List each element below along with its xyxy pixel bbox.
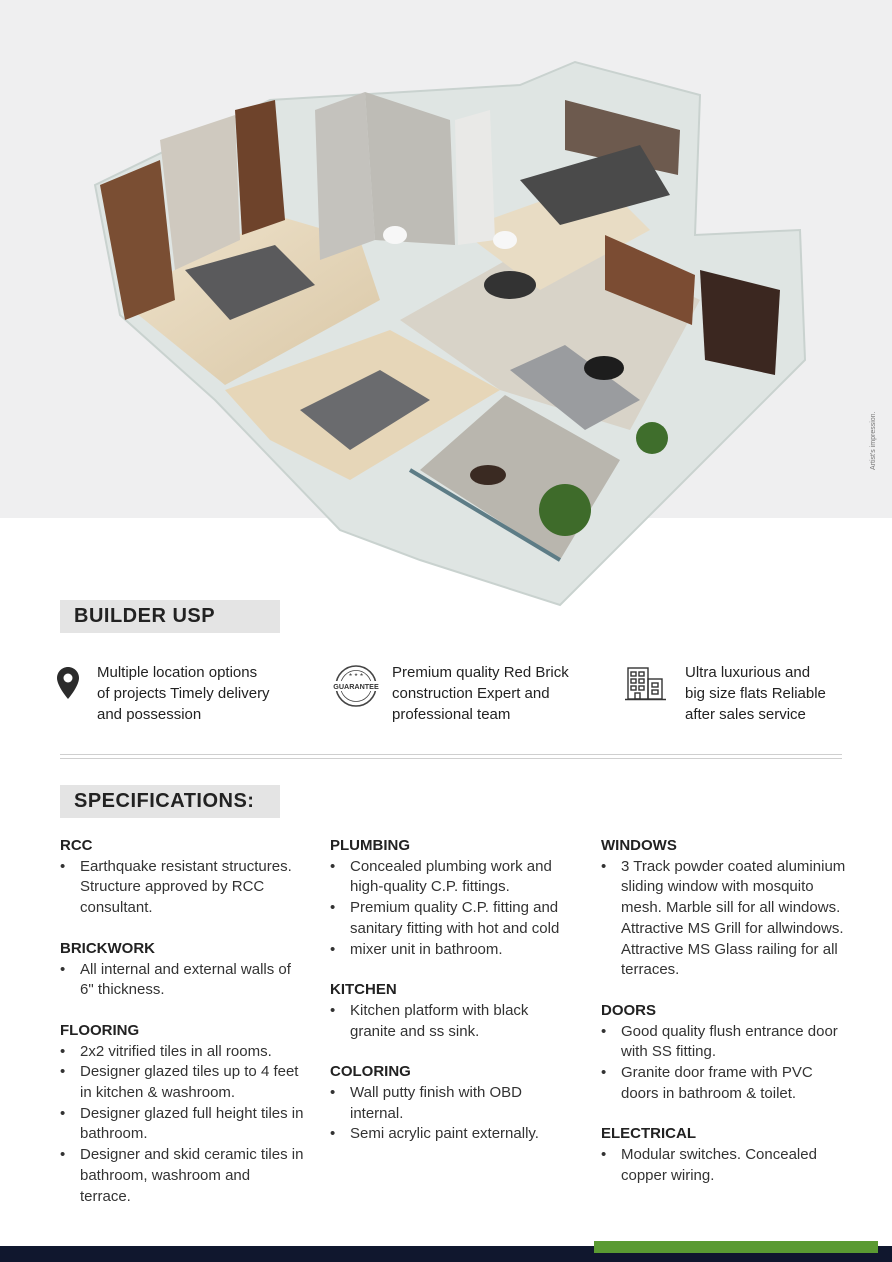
guarantee-badge-text: GUARANTEE	[333, 682, 379, 692]
spec-item: • Semi acrylic paint externally.	[330, 1124, 575, 1145]
usp-text-line: big size flats Reliable	[685, 685, 826, 702]
spec-list-coloring	[330, 1083, 575, 1145]
spec-list-flooring	[60, 1042, 305, 1208]
spec-title-electrical: ELECTRICAL	[601, 1125, 696, 1143]
usp-text-line: of projects Timely delivery	[97, 685, 270, 702]
spec-item: • Kitchen platform with black granite and ss sink.	[330, 1001, 575, 1042]
usp-text-line: construction Expert and	[392, 685, 550, 702]
usp-item-luxury	[685, 662, 826, 725]
svg-text:★ ★ ★: ★ ★ ★	[348, 673, 364, 678]
spec-list-brickwork	[60, 960, 305, 1001]
spec-title-windows: WINDOWS	[601, 837, 677, 854]
spec-column-2	[330, 836, 575, 1165]
usp-text-line: Premium quality Red Brick	[392, 664, 569, 681]
location-pin-icon	[56, 666, 80, 700]
spec-title-rcc: RCC	[60, 837, 93, 854]
spec-list-kitchen	[330, 1001, 575, 1042]
spec-title-coloring: COLORING	[330, 1063, 411, 1081]
spec-item: • All internal and external walls of 6" thickness.	[60, 960, 305, 1001]
usp-text-line: after sales service	[685, 706, 806, 723]
section-divider	[60, 758, 842, 759]
usp-item-location	[97, 662, 270, 725]
spec-item: • 2x2 vitrified tiles in all rooms.	[60, 1042, 305, 1063]
spec-item: • Premium quality C.P. fitting and sanitary fitting with hot and cold	[330, 898, 575, 939]
spec-item: • Wall putty finish with OBD internal.	[330, 1083, 575, 1124]
spec-column-3	[601, 836, 846, 1207]
spec-list-windows	[601, 857, 846, 981]
building-icon	[625, 666, 667, 702]
spec-item: • Earthquake resistant structures. Structure approved by RCC consultant.	[60, 857, 305, 919]
spec-title-doors: DOORS	[601, 1001, 657, 1019]
spec-item: • Designer and skid ceramic tiles in bathroom, washroom and terrace.	[60, 1145, 305, 1207]
footer-accent-bar	[594, 1241, 878, 1253]
spec-title-plumbing: PLUMBING	[330, 837, 410, 854]
spec-list-electrical	[601, 1145, 846, 1186]
spec-item: • Designer glazed tiles up to 4 feet in kitchen & washroom.	[60, 1062, 305, 1103]
spec-item: • Designer glazed full height tiles in bathroom.	[60, 1104, 305, 1145]
artist-impression-note: Artist's impression.	[870, 411, 877, 470]
specifications-title: SPECIFICATIONS:	[60, 785, 280, 818]
spec-item: • Granite door frame with PVC doors in bathroom & toilet.	[601, 1063, 846, 1104]
spec-item: • Good quality flush entrance door with SS fitting.	[601, 1022, 846, 1063]
spec-item: • Modular switches. Concealed copper wiring.	[601, 1145, 846, 1186]
spec-list-doors	[601, 1022, 846, 1105]
spec-title-kitchen: KITCHEN	[330, 981, 397, 999]
spec-column-1	[60, 836, 305, 1227]
usp-text-line: Ultra luxurious and	[685, 664, 811, 681]
floor-plan-illustration	[0, 0, 892, 620]
spec-item: • 3 Track powder coated aluminium sliding window with mosquito mesh. Marble sill for all windows. Attractive MS Grill for allwindows. Attractive MS Glass railing for all terraces.	[601, 857, 846, 981]
usp-text-line: and possession	[97, 706, 202, 723]
usp-item-quality	[392, 662, 569, 725]
section-divider	[60, 754, 842, 755]
usp-text-line: professional team	[392, 706, 511, 723]
guarantee-badge-icon	[333, 664, 379, 708]
spec-title-brickwork: BRICKWORK	[60, 939, 155, 957]
spec-item: • Concealed plumbing work and high-quality C.P. fittings.	[330, 857, 575, 898]
spec-title-flooring: FLOORING	[60, 1021, 140, 1039]
spec-list-plumbing	[330, 857, 575, 961]
spec-list-rcc	[60, 857, 305, 919]
spec-item: • mixer unit in bathroom.	[330, 940, 575, 961]
usp-text-line: Multiple location options	[97, 664, 258, 681]
builder-usp-title: BUILDER USP	[60, 600, 280, 633]
